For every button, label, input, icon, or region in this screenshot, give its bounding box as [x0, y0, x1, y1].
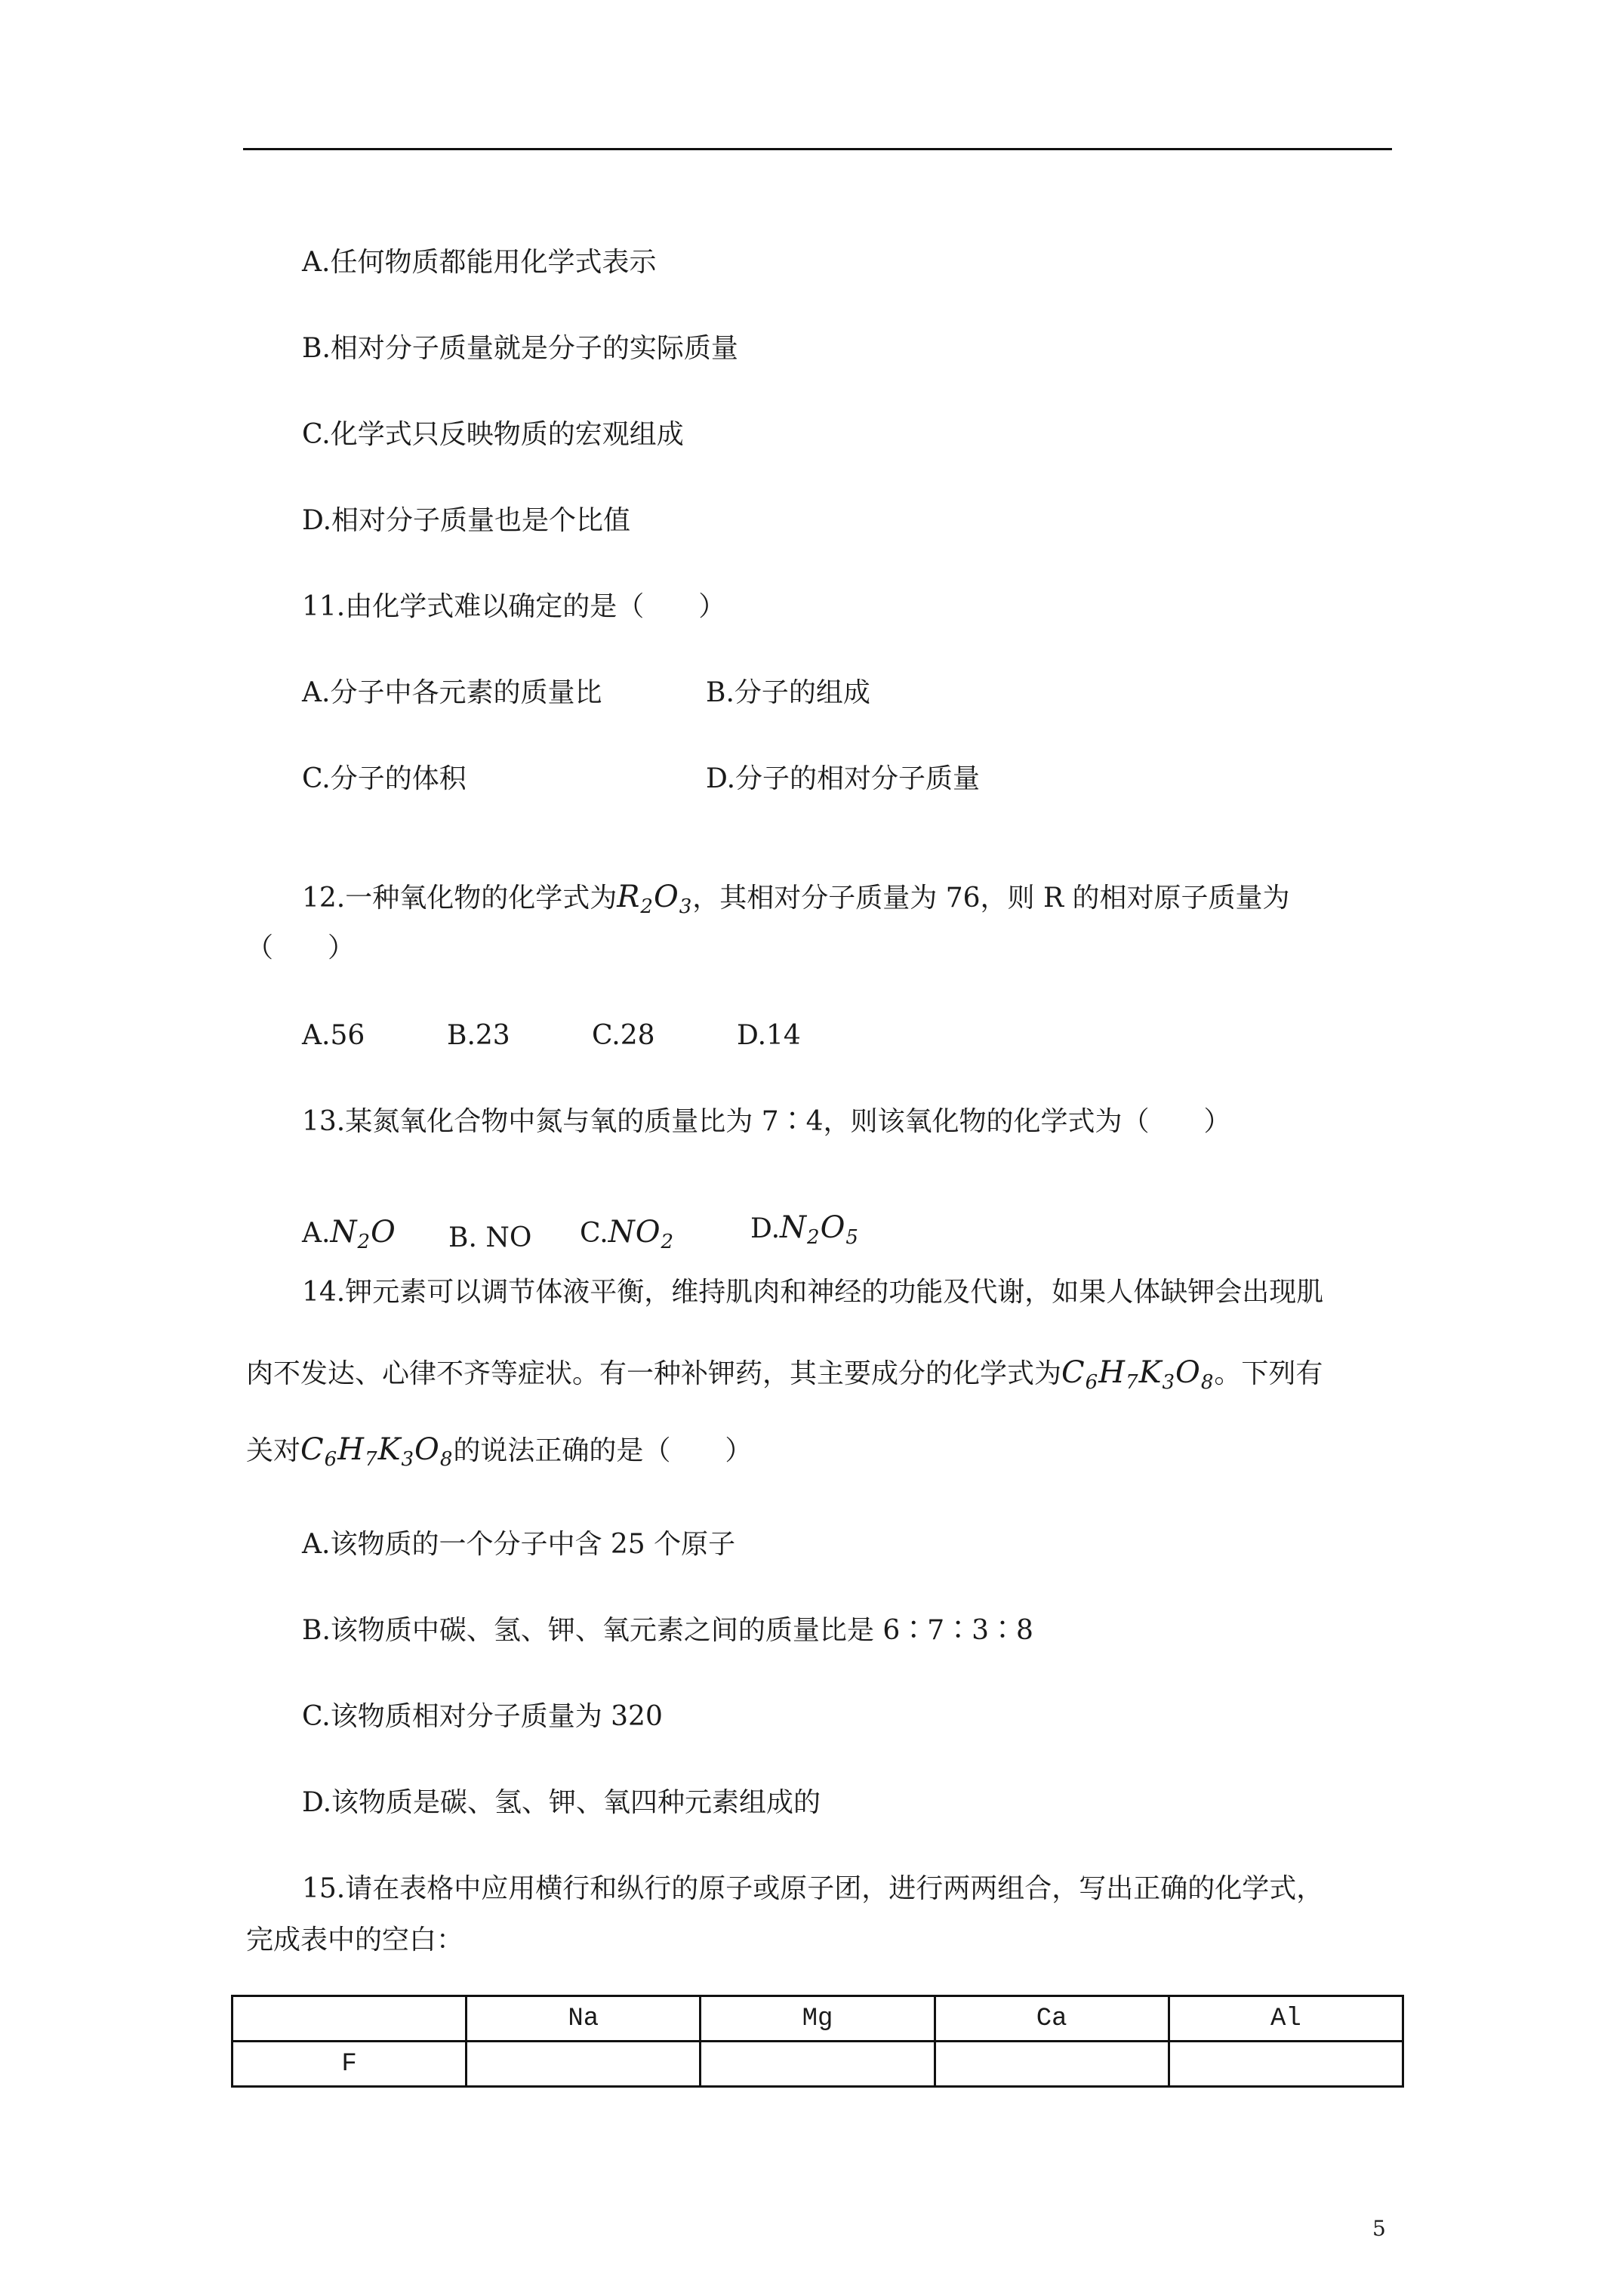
q10-option-c: C.化学式只反映物质的宏观组成 [302, 419, 684, 450]
q14-option-d: D.该物质是碳、氢、钾、氧四种元素组成的 [302, 1787, 821, 1818]
q11-option-b: B.分子的组成 [706, 677, 870, 708]
q12-option-d: D.14 [737, 1020, 801, 1051]
table-cell [701, 2042, 935, 2087]
q12-stem-cont: （ ） [246, 932, 356, 963]
q15-line-1: 15.请在表格中应用横行和纵行的原子或原子团，进行两两组合，写出正确的化学式， [302, 1873, 1324, 1904]
q12-stem-suffix: ，其相对分子质量为 76，则 R 的相对原子质量为 [692, 883, 1290, 914]
q13-formula-a: $N_2O$ [330, 1215, 396, 1253]
q13-option-c: $C.NO_2$ [580, 1215, 675, 1253]
formula-table [231, 1995, 1404, 2088]
q12-stem-prefix: 12.一种氧化物的化学式为 [302, 883, 617, 914]
q12-option-c: C.28 [592, 1020, 655, 1051]
q14-formula-2: $C_6H_7K_3O_8$ [300, 1432, 454, 1471]
q13-formula-d: $N_2O_5$ [780, 1210, 859, 1249]
q14-formula-1: $C_6H_7K_3O_8$ [1061, 1355, 1215, 1394]
q11-stem: 11.由化学式难以确定的是（ ） [302, 591, 726, 622]
page-number: 5 [1372, 2216, 1386, 2241]
q12-option-a: A.56 [302, 1020, 365, 1051]
table-cell [935, 2042, 1169, 2087]
table-cell [467, 2042, 701, 2087]
q13-stem: 13.某氮氧化合物中氮与氧的质量比为 7∶4，则该氧化物的化学式为（ ） [302, 1106, 1231, 1137]
q13-formula-c: $NO_2$ [608, 1215, 675, 1253]
table-header-cell [233, 1996, 467, 2042]
q12-stem [302, 880, 1290, 923]
q14-line-3: 关对$C_6H_7K_3O_8$的说法正确的是（ ） [246, 1432, 753, 1471]
q11-option-d: D.分子的相对分子质量 [706, 763, 981, 794]
q11-option-c: C.分子的体积 [302, 763, 467, 794]
table-row [233, 2042, 1403, 2087]
q13-option-d: $D.N_2O_5$ [750, 1210, 859, 1249]
q14-option-c: C.该物质相对分子质量为 320 [302, 1701, 663, 1732]
table-header-cell: Ca [935, 1996, 1169, 2042]
q14-line-1: 14.钾元素可以调节体液平衡，维持肌肉和神经的功能及代谢，如果人体缺钾会出现肌 [302, 1277, 1324, 1308]
q13-option-b: B. NO [448, 1222, 532, 1253]
table-header-cell: Na [467, 1996, 701, 2042]
q10-option-a: A.任何物质都能用化学式表示 [302, 247, 657, 278]
q10-option-b: B.相对分子质量就是分子的实际质量 [302, 333, 738, 364]
q10-option-d: D.相对分子质量也是个比值 [302, 505, 631, 536]
q11-option-a: A.分子中各元素的质量比 [302, 677, 602, 708]
q15-line-2: 完成表中的空白： [246, 1925, 464, 1955]
table-cell [1169, 2042, 1403, 2087]
table-header-cell: Al [1169, 1996, 1403, 2042]
header-rule [243, 148, 1392, 150]
q12-formula: $R_2O_3$ [617, 880, 693, 918]
q14-line-2: 肉不发达、心律不齐等症状。有一种补钾药，其主要成分的化学式为$C_6H_7K_3O_8$。下列有 [246, 1355, 1323, 1394]
table-row-label: F [233, 2042, 467, 2087]
table-header-row [233, 1996, 1403, 2042]
q14-option-a: A.该物质的一个分子中含 25 个原子 [302, 1529, 736, 1560]
table-header-cell: Mg [701, 1996, 935, 2042]
q12-option-b: B.23 [447, 1020, 510, 1051]
q14-option-b: B.该物质中碳、氢、钾、氧元素之间的质量比是 6∶7∶3∶8 [302, 1615, 1033, 1646]
q13-option-a: $A.N_2O$ [302, 1215, 396, 1253]
